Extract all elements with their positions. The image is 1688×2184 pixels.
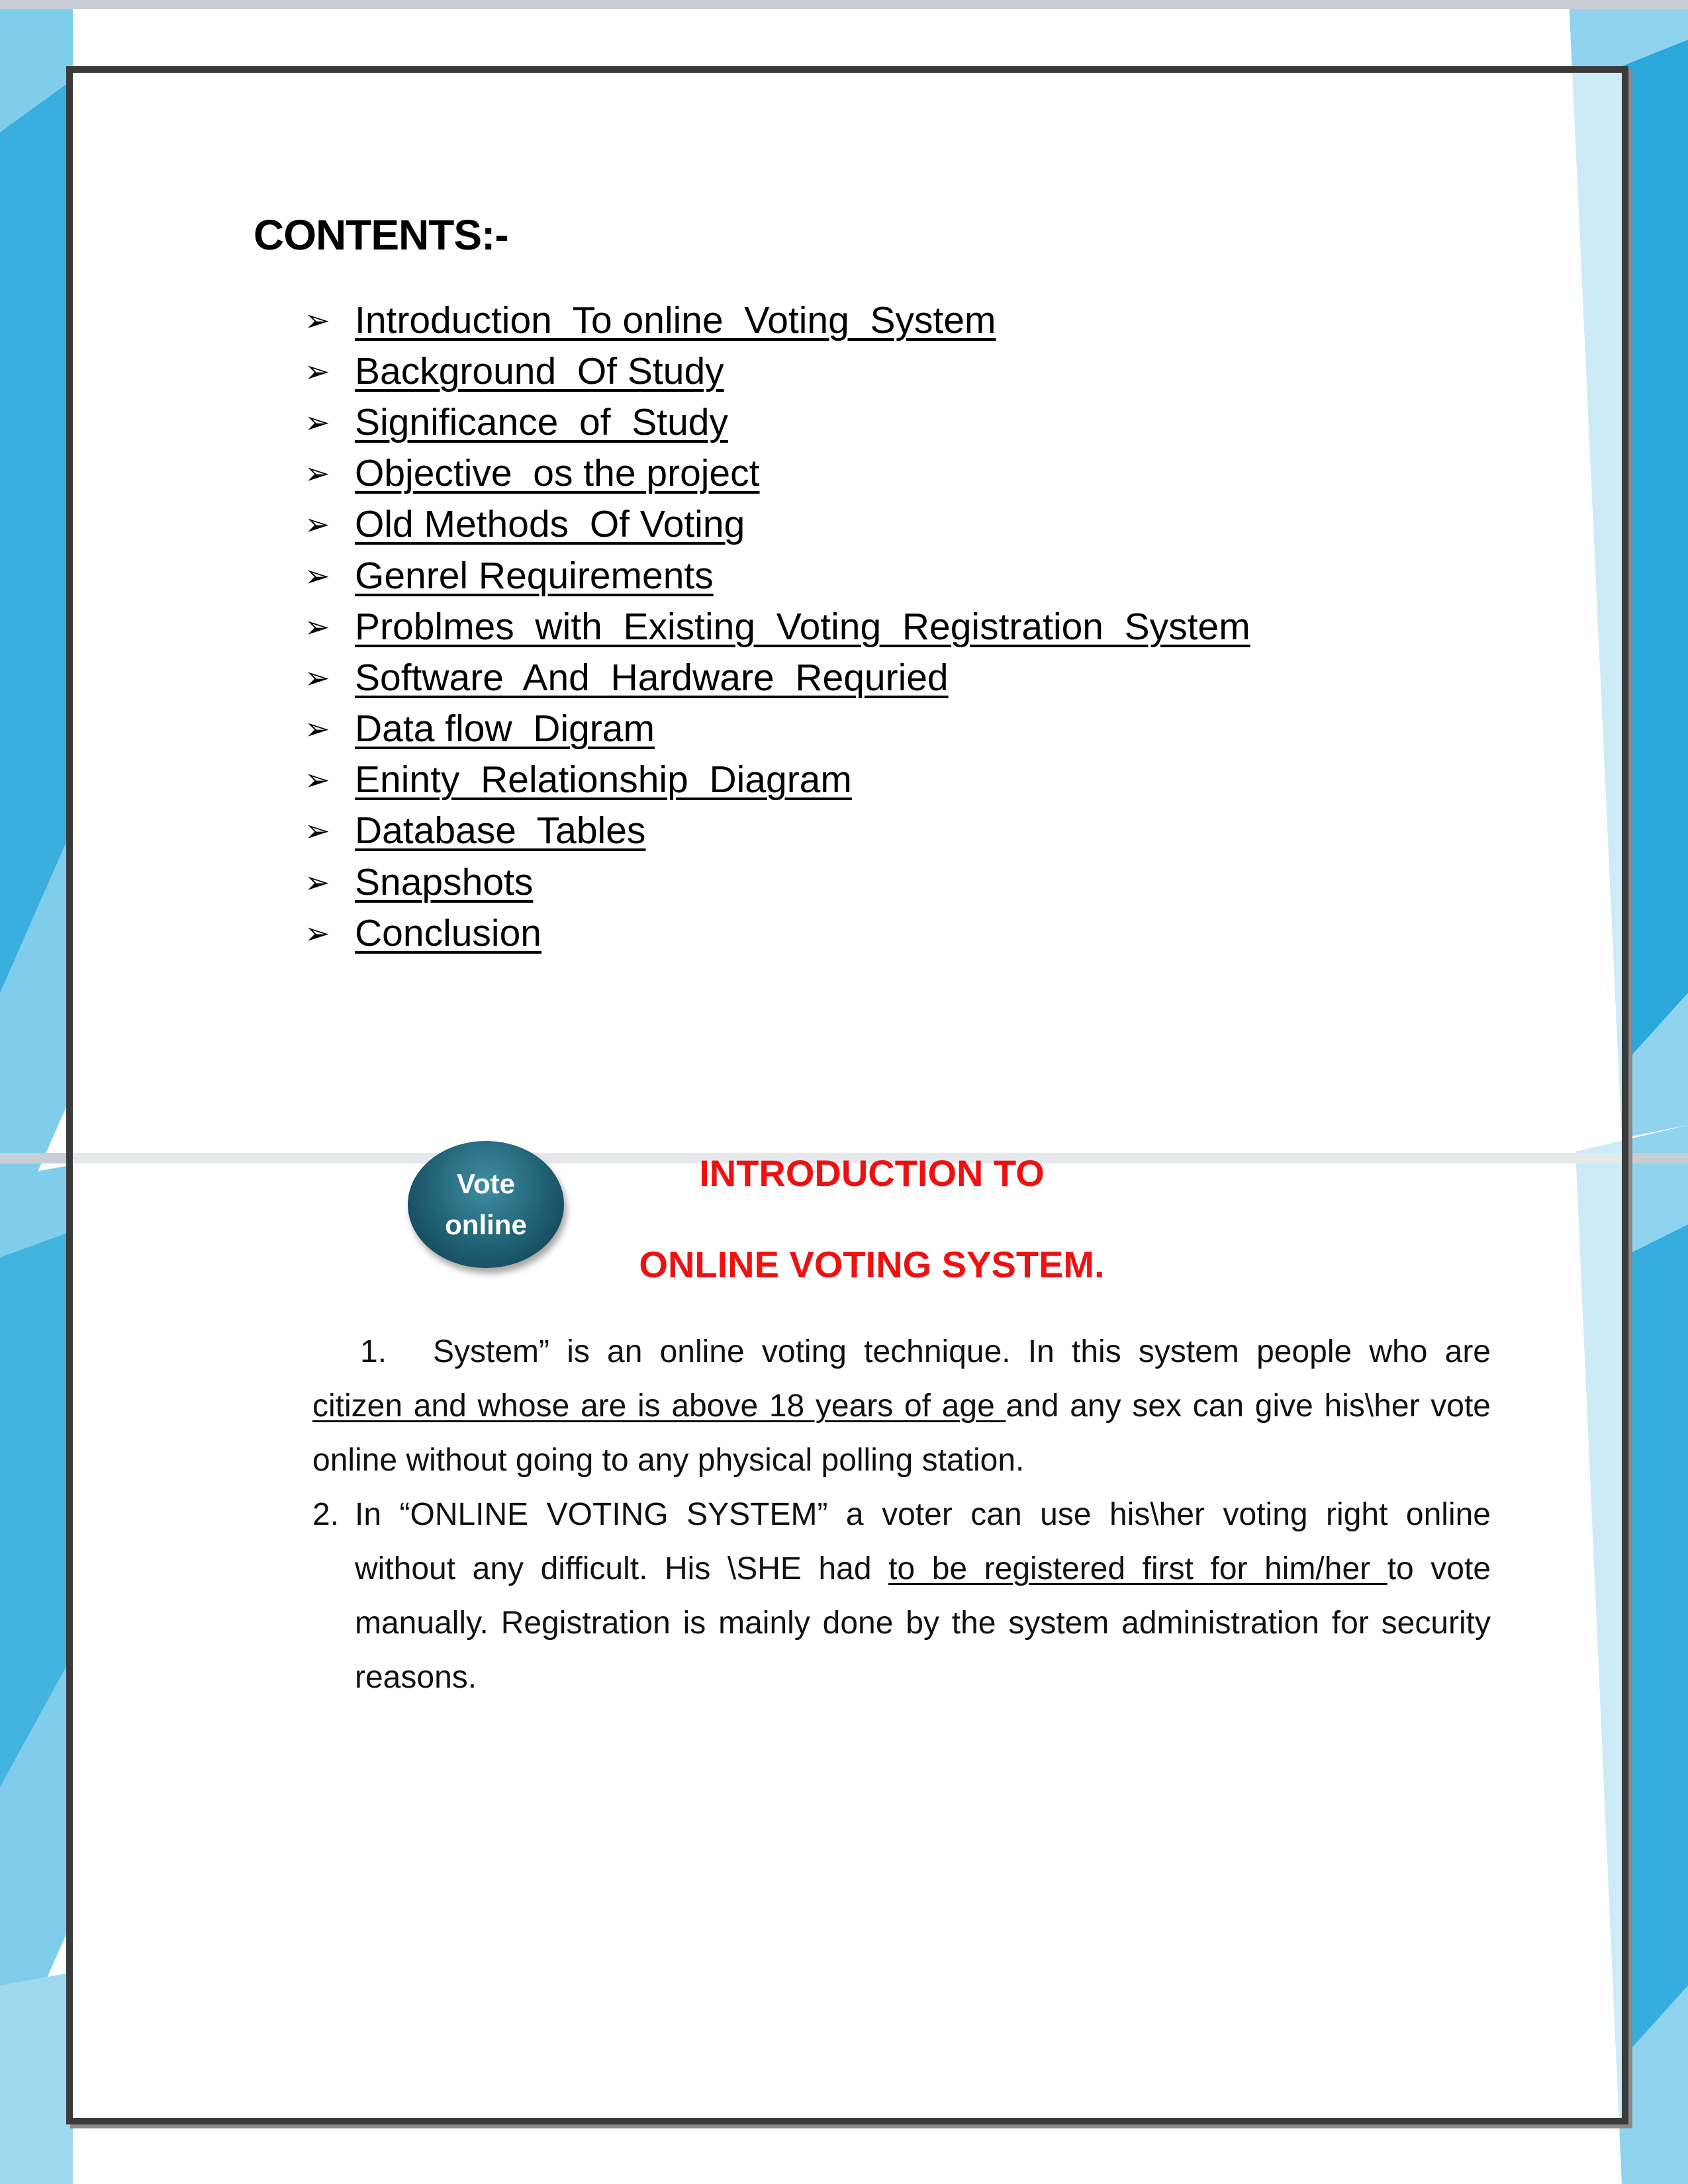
toc-item[interactable] bbox=[305, 805, 1250, 856]
toc-item[interactable] bbox=[305, 295, 1250, 345]
toc-item[interactable] bbox=[305, 704, 1250, 754]
arrow-bullet-icon: ➢ bbox=[305, 659, 330, 696]
paragraph-number: 2. bbox=[312, 1497, 340, 1532]
paragraph-text: to vote manually. Registration is mainly done by the system administration for security reasons. bbox=[355, 1551, 1491, 1695]
toc-link[interactable]: Old Methods Of Voting bbox=[355, 503, 745, 546]
underlined-phrase: citizen and whose are is above 18 years of age bbox=[312, 1388, 1006, 1424]
badge-line-1: Vote bbox=[457, 1168, 515, 1199]
arrow-bullet-icon: ➢ bbox=[305, 813, 330, 849]
paragraph-number: 1. bbox=[360, 1334, 387, 1369]
arrow-bullet-icon: ➢ bbox=[305, 711, 330, 747]
toc-link[interactable]: Eninty Relationship Diagram bbox=[355, 758, 852, 801]
toc-item[interactable] bbox=[305, 652, 1250, 703]
toc-link[interactable]: Genrel Requirements bbox=[355, 554, 714, 597]
toc-item[interactable] bbox=[305, 907, 1250, 958]
toc-item[interactable] bbox=[305, 448, 1250, 499]
arrow-bullet-icon: ➢ bbox=[305, 608, 330, 645]
toc-link[interactable]: Software And Hardware Requried bbox=[355, 656, 949, 699]
toc-item[interactable] bbox=[305, 856, 1250, 907]
arrow-bullet-icon: ➢ bbox=[305, 557, 330, 594]
toc-link[interactable]: Introduction To online Voting System bbox=[355, 298, 996, 341]
badge-line-2: online bbox=[445, 1209, 527, 1240]
arrow-bullet-icon: ➢ bbox=[305, 915, 330, 951]
intro-heading-line-2: ONLINE VOTING SYSTEM. bbox=[639, 1244, 1105, 1285]
paragraph-text: System” is an online voting technique. In this system people who are bbox=[433, 1334, 1491, 1369]
arrow-bullet-icon: ➢ bbox=[305, 302, 330, 338]
underlined-phrase: to be registered first for him/her bbox=[888, 1551, 1387, 1586]
toc-item[interactable] bbox=[305, 345, 1250, 396]
toc-item[interactable] bbox=[305, 396, 1250, 447]
arrow-bullet-icon: ➢ bbox=[305, 353, 330, 389]
paragraph-2 bbox=[312, 1488, 1491, 1705]
toc-item[interactable] bbox=[305, 550, 1250, 601]
toc-link[interactable]: Database Tables bbox=[355, 809, 646, 852]
paragraph-1 bbox=[312, 1325, 1491, 1488]
toc-link[interactable]: Objective os the project bbox=[355, 452, 760, 495]
arrow-bullet-icon: ➢ bbox=[305, 762, 330, 798]
toc-link[interactable]: Significance of Study bbox=[355, 400, 728, 443]
intro-heading-line-1: INTRODUCTION TO bbox=[699, 1152, 1045, 1194]
toc-link[interactable]: Conclusion bbox=[355, 911, 541, 954]
arrow-bullet-icon: ➢ bbox=[305, 506, 330, 543]
toc-link[interactable]: Snapshots bbox=[355, 860, 534, 903]
toc-item[interactable] bbox=[305, 754, 1250, 805]
toc-link[interactable]: Problmes with Existing Voting Registration System bbox=[355, 605, 1250, 648]
toc-link[interactable]: Data flow Digram bbox=[355, 707, 655, 751]
toc-item[interactable] bbox=[305, 499, 1250, 550]
paragraph-body bbox=[355, 1488, 1491, 1705]
table-of-contents bbox=[305, 295, 1250, 958]
paragraph-text: and any sex can give his\her vote online without going to any physical polling station. bbox=[312, 1388, 1491, 1478]
paragraph-text: In “ONLINE VOTING SYSTEM” a voter can use his\her voting right online without any difficult. His \SHE had bbox=[355, 1497, 1491, 1586]
contents-heading: CONTENTS:- bbox=[254, 211, 508, 259]
toc-link[interactable]: Background Of Study bbox=[355, 349, 724, 392]
arrow-bullet-icon: ➢ bbox=[305, 455, 330, 492]
toc-item[interactable] bbox=[305, 601, 1250, 652]
arrow-bullet-icon: ➢ bbox=[305, 404, 330, 440]
arrow-bullet-icon: ➢ bbox=[305, 864, 330, 900]
